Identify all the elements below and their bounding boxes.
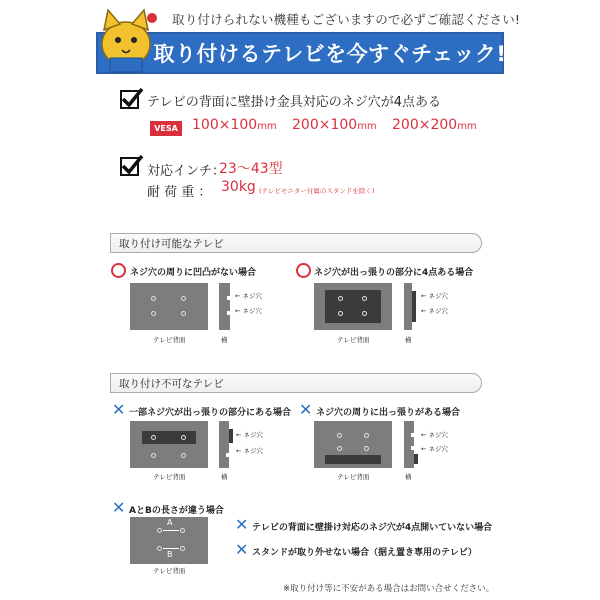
ng-item-1: テレビの背面に壁掛け対応のネジ穴が4点開いていない場合 <box>252 523 493 533</box>
ng-cross-icon: ✕ <box>235 540 249 559</box>
ok-section-title: 取り付け可能なテレビ <box>119 238 224 250</box>
ng-cross-icon: ✕ <box>235 515 249 534</box>
tv-side-diagram <box>219 421 229 468</box>
caption-tv-back: テレビ背面 <box>153 567 186 575</box>
caption-tv-back: テレビ背面 <box>337 336 370 344</box>
caption-tv-back: テレビ背面 <box>337 473 370 481</box>
ng-cross-icon: ✕ <box>299 400 313 419</box>
label-b: B <box>167 550 173 559</box>
tv-side-diagram <box>404 283 412 330</box>
banner-title: 取り付けるテレビを今すぐチェック! <box>153 42 507 66</box>
tv-back-diagram <box>130 421 208 468</box>
ng-cross-icon: ✕ <box>112 400 126 419</box>
caption-tv-back: テレビ背面 <box>153 473 186 481</box>
tv-back-diagram <box>314 421 392 468</box>
screw-hole-label: ← ネジ穴 <box>236 431 264 439</box>
screw-hole-label: ← ネジ穴 <box>421 431 449 439</box>
inch-value: 23〜43型 <box>219 161 283 177</box>
caption-side: 横 <box>221 473 228 481</box>
ng-item-2: スタンドが取り外せない場合（据え置き専用のテレビ） <box>252 548 477 558</box>
vesa-size-1: 100×100mm <box>192 117 277 133</box>
vesa-badge: VESA <box>150 121 182 136</box>
ok-case-2-title: ネジ穴が出っ張りの部分に4点ある場合 <box>314 268 474 278</box>
ng-section-header <box>110 373 482 393</box>
vesa-size-2: 200×100mm <box>292 117 377 133</box>
screw-hole-label: ← ネジ穴 <box>235 292 263 300</box>
ng-case-2-title: ネジ穴の周りに出っ張りがある場合 <box>316 408 461 418</box>
ok-circle-icon <box>111 263 126 278</box>
screw-hole-label: ← ネジ穴 <box>421 307 449 315</box>
vesa-requirement-text: テレビの背面に壁掛け金具対応のネジ穴が4点ある <box>147 95 442 110</box>
ok-case-1-title: ネジ穴の周りに凹凸がない場合 <box>130 268 257 278</box>
caption-side: 横 <box>221 336 228 344</box>
tv-back-diagram <box>130 517 208 564</box>
screw-hole-label: ← ネジ穴 <box>421 292 449 300</box>
ng-case-3-title: AとBの長さが違う場合 <box>129 506 224 516</box>
ok-section-header <box>110 233 482 253</box>
checkbox-checked-icon <box>120 90 139 109</box>
tv-back-diagram <box>314 283 392 330</box>
weight-note: (テレビモニター付属のスタンドを除く) <box>259 187 375 195</box>
vesa-size-3: 200×200mm <box>392 117 477 133</box>
screw-hole-label: ← ネジ穴 <box>421 445 449 453</box>
weight-value: 30kg <box>221 179 256 195</box>
caption-tv-back: テレビ背面 <box>153 336 186 344</box>
weight-label: 耐 荷 重 ： <box>147 185 212 200</box>
inch-label: 対応インチ： <box>147 164 226 179</box>
notice-text: 取り付けられない機種もございますので必ずご確認ください! <box>172 12 521 27</box>
ok-circle-icon <box>296 263 311 278</box>
checkbox-checked-icon <box>120 157 139 176</box>
tv-back-diagram <box>130 283 208 330</box>
tv-side-diagram <box>404 421 414 468</box>
screw-hole-label: ← ネジ穴 <box>236 447 264 455</box>
ng-cross-icon: ✕ <box>112 498 126 517</box>
footnote: ※取り付け等に不安がある場合はお問い合せください。 <box>283 584 495 594</box>
caption-side: 横 <box>405 336 412 344</box>
tv-side-diagram <box>219 283 230 330</box>
caption-side: 横 <box>405 473 412 481</box>
ng-case-1-title: 一部ネジ穴が出っ張りの部分にある場合 <box>129 408 292 418</box>
screw-hole-label: ← ネジ穴 <box>235 307 263 315</box>
ng-section-title: 取り付け不可なテレビ <box>119 378 224 390</box>
label-a: A <box>167 518 173 527</box>
